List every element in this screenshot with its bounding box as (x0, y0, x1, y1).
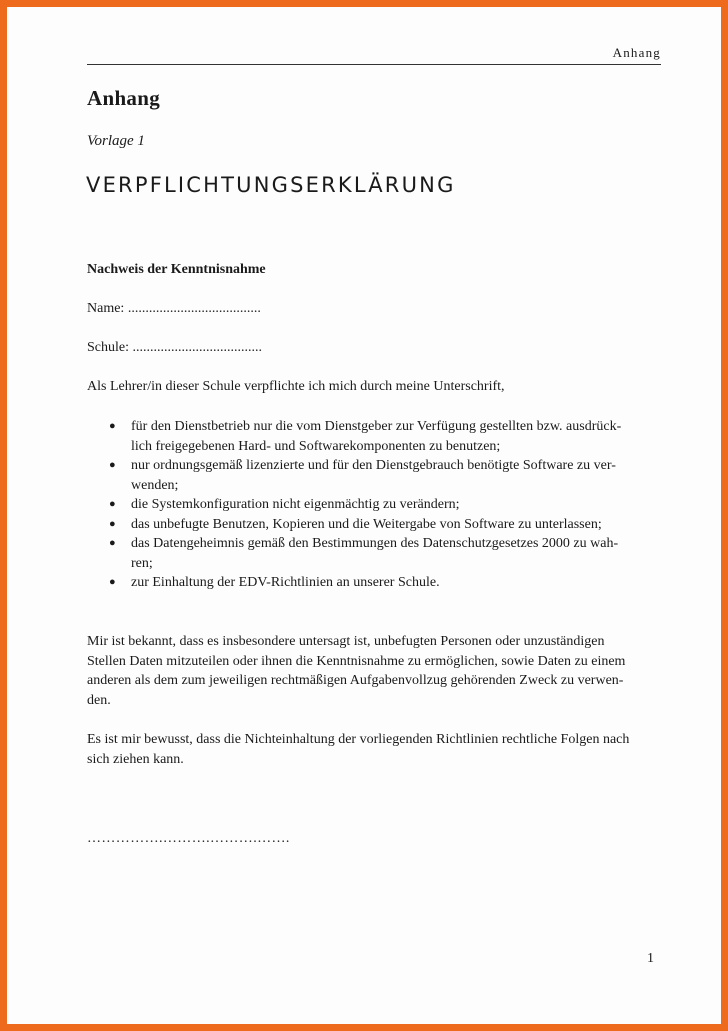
confidentiality-paragraph: Mir ist bekannt, dass es insbesondere untersagt ist, unbefugten Personen oder unzuständigen Stellen Daten mitzuteilen oder ihnen die Kenntnisnahme zu ermöglichen, sowie Daten zu einem anderen als dem zum jeweiligen rechtmäßigen Aufgabenvollzug gehörenden Zweck zu verwen- den. (87, 634, 626, 708)
subheading: Nachweis der Kenntnisnahme (87, 262, 266, 277)
bullet-icon: ● (109, 420, 116, 432)
list-item: ● die Systemkonfiguration nicht eigenmächtig zu verändern; (87, 495, 661, 515)
intro-paragraph: Als Lehrer/in dieser Schule verpflichte ich mich durch meine Unterschrift, (87, 379, 505, 394)
school-field: Schule: ..................................... (87, 340, 262, 355)
bullet-icon: ● (109, 498, 116, 510)
page-number: 1 (647, 951, 654, 966)
bullet-icon: ● (109, 537, 116, 549)
header-rule (87, 64, 661, 65)
consequences-paragraph: Es ist mir bewusst, dass die Nichteinhaltung der vorliegenden Richtlinien rechtliche Folgen nach sich ziehen kann. (87, 732, 630, 767)
name-field: Name: ...................................... (87, 301, 261, 316)
template-label: Vorlage 1 (87, 133, 145, 149)
document-title: VERPFLICHTUNGSERKLÄRUNG (86, 173, 456, 197)
running-header: Anhang (612, 45, 661, 60)
list-item: ● für den Dienstbetrieb nur die vom Dienstgeber zur Verfügung gestellten bzw. ausdrück- lich freigegebenen Hard- und Softwarekomponenten zu benutzen; (109, 419, 622, 454)
bullet-icon: ● (109, 517, 116, 530)
document-page (7, 7, 721, 1024)
bullet-icon: ● (109, 576, 116, 588)
list-item: ● das unbefugte Benutzen, Kopieren und die Weitergabe von Software zu unterlassen; (87, 515, 661, 535)
bullet-icon: ● (109, 459, 116, 471)
signature-line: …………….……….……….……. (87, 831, 290, 846)
list-item: ● zur Einhaltung der EDV-Richtlinien an unserer Schule. (87, 573, 661, 593)
section-title: Anhang (87, 86, 161, 110)
list-item: ● nur ordnungsgemäß lizenzierte und für den Dienstgebrauch benötigte Software zu ver- wenden; (109, 458, 616, 493)
list-item: ● das Datengeheimnis gemäß den Bestimmungen des Datenschutzgesetzes 2000 zu wah- ren; (109, 536, 619, 571)
obligations-list (87, 417, 661, 593)
